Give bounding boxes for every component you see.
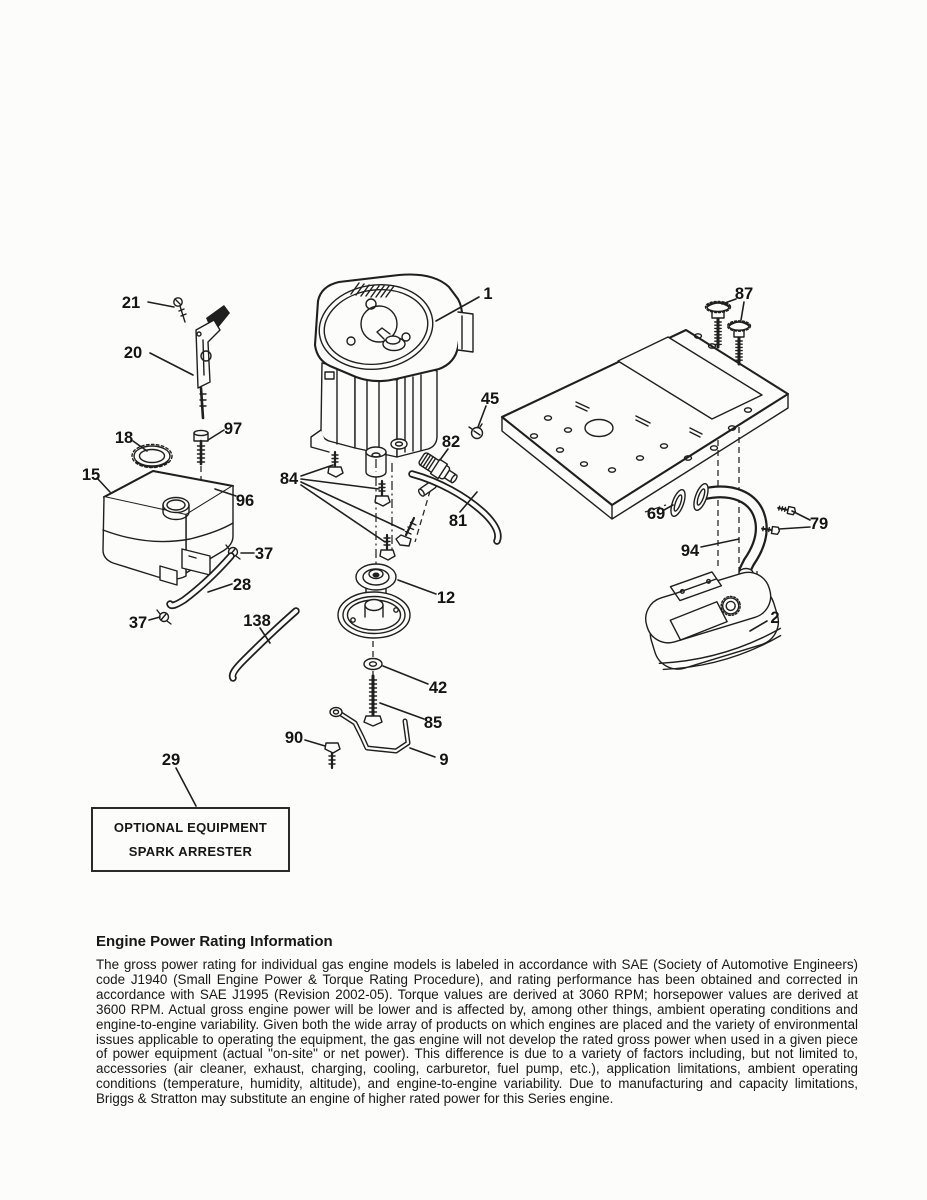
engine-power-rating-body: The gross power rating for individual gas engine models is labeled in accordance with SAE (Society of Automotive Engineers) code J1940 (Small Engine Power & Torque Rating Procedure), and rating performance has been obtained and corrected in accordance with SAE J1995 (Revision 2002-05). Torque values are derived at 3060 RPM; horsepower values are derived at 3600 RPM. Actual gross engine power will be lower and is affected by, among other things, ambient operating conditions and engine-to-engine variability. Given both the wide array of products on which engines are placed and the variety of environmental issues applicable to operating the equipment, the gas engine will not develop the rated gross power when used in a given piece of power equipment (actual "on-site" or net power). This difference is due to a variety of factors including, but not limited to, accessories (air cleaner, exhaust, charging, cooling, carburetor, fuel pump, etc.), application limitations, ambient operating conditions (temperature, humidity, altitude), and engine-to-engine variability. Due to manufacturing and capacity limitations, Briggs & Stratton may substitute an engine of higher rated power for this Series engine. [96, 957, 858, 1107]
fuel-cap [132, 444, 172, 467]
chassis-frame [502, 330, 788, 519]
callout-79: 79 [809, 515, 829, 533]
callout-12: 12 [436, 589, 456, 607]
callout-29: 29 [161, 751, 181, 769]
optional-equipment-line2: SPARK ARRESTER [128, 844, 253, 859]
callout-42: 42 [428, 679, 448, 697]
callout-21: 21 [121, 294, 141, 312]
stack-pulleys [338, 564, 410, 638]
optional-equipment-line1: OPTIONAL EQUIPMENT [113, 820, 268, 835]
callout-82: 82 [441, 433, 461, 451]
callout-138: 138 [243, 612, 271, 630]
callout-18: 18 [114, 429, 134, 447]
callout-1: 1 [483, 285, 493, 303]
callout-96: 96 [235, 492, 255, 510]
callout-15: 15 [81, 466, 101, 484]
callout-87: 87 [734, 285, 754, 303]
callout-37-right: 37 [254, 545, 274, 563]
push-nut [469, 424, 483, 439]
callout-37-left: 37 [128, 614, 148, 632]
callout-45: 45 [480, 390, 500, 408]
callout-2: 2 [770, 609, 780, 627]
callout-97: 97 [223, 420, 243, 438]
throttle-control [174, 298, 230, 418]
engine-power-rating-section [96, 933, 858, 1107]
fuel-hoses [170, 556, 296, 678]
callout-84: 84 [279, 470, 299, 488]
callout-94: 94 [680, 542, 700, 560]
engine-power-rating-heading: Engine Power Rating Information [96, 933, 333, 950]
callout-20: 20 [123, 344, 143, 362]
fuel-tank [103, 471, 233, 585]
callout-28: 28 [232, 576, 252, 594]
engine-mounting-bolts [328, 452, 416, 560]
callout-81: 81 [448, 512, 468, 530]
fuel-line-engine [412, 474, 498, 541]
optional-equipment-box [91, 807, 290, 872]
pulley-hardware [325, 659, 408, 769]
callout-85: 85 [423, 714, 443, 732]
callout-9: 9 [439, 751, 449, 769]
callout-69: 69 [646, 505, 666, 523]
callout-90: 90 [284, 729, 304, 747]
muffler [637, 557, 785, 678]
